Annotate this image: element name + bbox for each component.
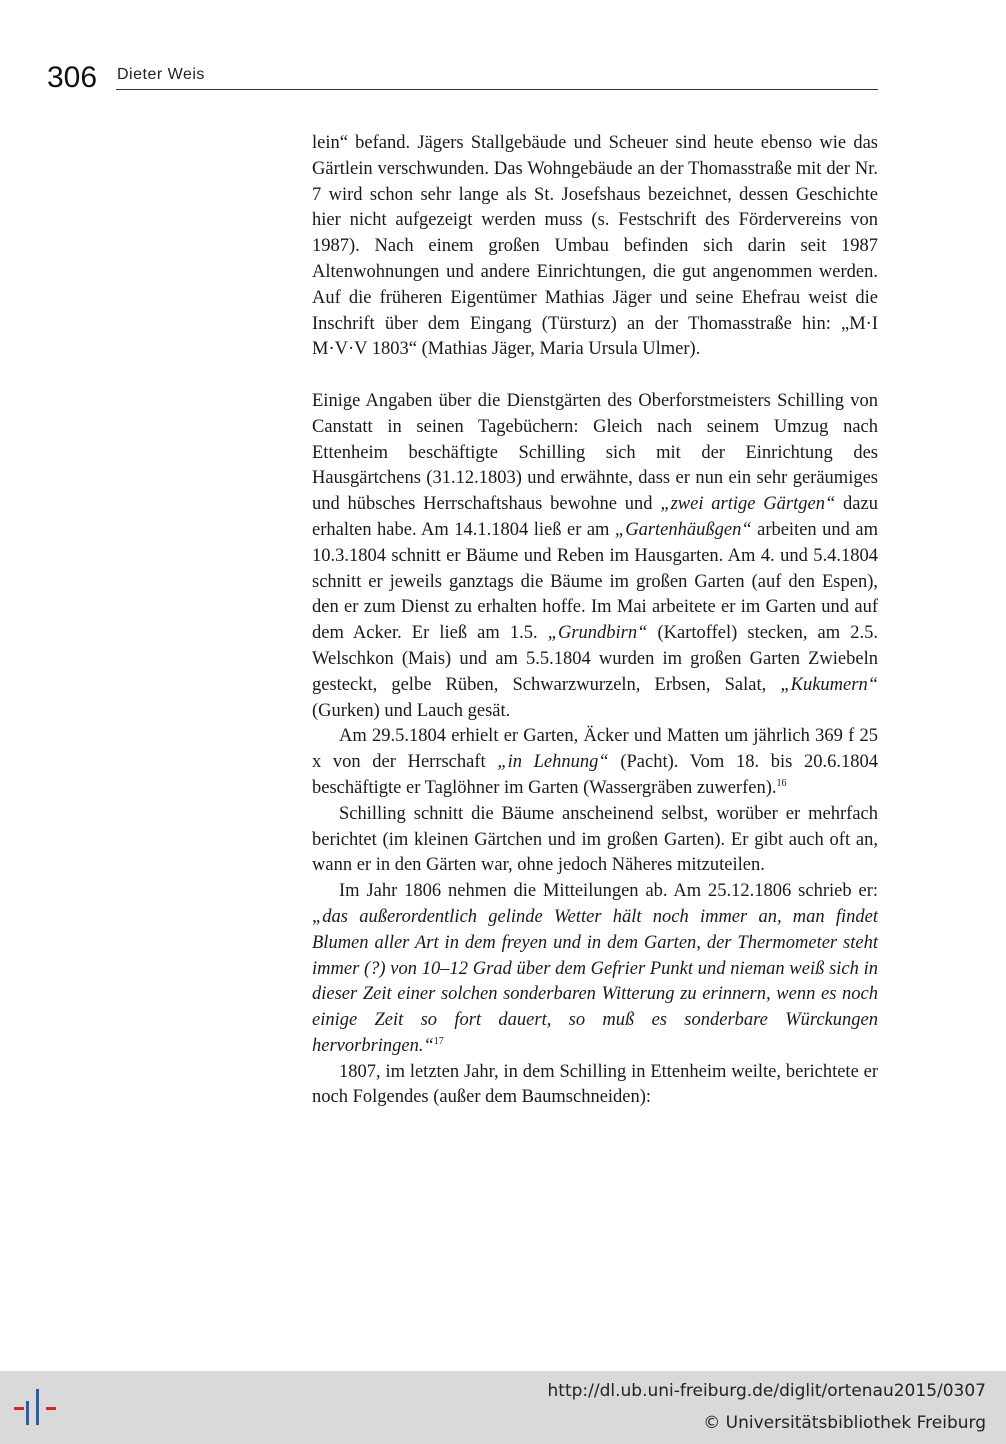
text-run: Am 29.5.1804 erhielt er Garten, Äcker und Matten um jährlich 369 f 25 x von der Herrschaft — [312, 726, 878, 773]
footer-bar — [0, 1371, 1006, 1444]
paragraph — [312, 389, 878, 724]
paragraph: Schilling schnitt die Bäume anscheinend selbst, worüber er mehrfach berichtet (im kleinen Gärtchen und im großen Garten). Er gibt auch oft an, wann er in den Gärten war, ohne jedoch Näheres mitzuteilen. — [312, 803, 878, 876]
header-rule — [116, 89, 878, 90]
paragraph: 1807, im letzten Jahr, in dem Schilling in Ettenheim weilte, berichtete er noch Folgendes (außer dem Baumschneiden): — [312, 1061, 878, 1108]
paragraph — [312, 879, 878, 1060]
running-head-author: Dieter Weis — [117, 66, 205, 83]
quote: „Gartenhäußgen“ — [614, 519, 752, 540]
text-run: dazu erhalten habe. Am 14.1.1804 ließ er am — [312, 494, 878, 540]
paragraph — [312, 724, 878, 801]
footer-copyright: © Universitätsbibliothek Freiburg — [703, 1413, 986, 1433]
body-text — [312, 131, 878, 1111]
page-number: 306 — [47, 61, 98, 94]
footer-url-link[interactable]: http://dl.ub.uni-freiburg.de/diglit/ortenau2015/0307 — [547, 1381, 986, 1401]
text-run: (Gurken) und Lauch gesät. — [312, 700, 511, 721]
quote: „Kukumern“ — [780, 674, 878, 695]
quote: „das außerordentlich gelinde Wetter hält noch immer an, man findet Blumen aller Art in dem freyen und in dem Garten, der Thermometer steht immer (?) von 10–12 Grad über dem Gefrier Punkt und nieman weiß sich in dieser Zeit einer solchen sonderbaren Witterung zu erinnern, wenn es noch einige Zeit so fort dauert, so muß es sonderbare Würckungen hervorbringen.“ — [312, 906, 878, 1056]
quote: „Grundbirn“ — [547, 623, 648, 644]
footnote-ref: 17 — [433, 1035, 444, 1047]
text-run: Einige Angaben über die Dienstgärten des Oberforstmeisters Schilling von Canstatt in seinen Tagebüchern: Gleich nach seinem Umzug nach Ettenheim beschäftigte Schilling sich mit der Einrichtung des Hausgärtchens (31.12.1803) und erwähnte, dass er nun ein sehr geräumiges und hübsches Herrschaftshaus bewohne und — [312, 390, 878, 515]
quote: „zwei artige Gärtgen“ — [660, 494, 836, 515]
text-run: Im Jahr 1806 nehmen die Mitteilungen ab. Am 25.12.1806 schrieb er: — [339, 881, 878, 902]
text-run: (Kartoffel) stecken, am 2.5. Welschkon (Mais) und am 5.5.1804 wurden im großen Garten Zwiebeln gesteckt, gelbe Rüben, Schwarzwurzeln, Erbsen, Salat, — [312, 623, 878, 695]
text-run: arbeiten und am 10.3.1804 schnitt er Bäume und Reben im Hausgarten. Am 4. und 5.4.1804 schnitt er jeweils ganztags die Bäume im großen Garten (auf den Espen), den er zum Dienst zu erhalten hoffe. Im Mai arbeitete er im Garten und auf dem Acker. Er ließ am 1.5. — [312, 519, 878, 644]
quote: „in Lehnung“ — [497, 752, 609, 773]
paragraph: lein“ befand. Jägers Stallgebäude und Scheuer sind heute ebenso wie das Gärtlein verschwunden. Das Wohngebäude an der Thomasstraße mit der Nr. 7 wird schon sehr lange als St. Josefshaus bezeichnet, dessen Geschichte hier nicht aufgezeigt werden muss (s. Festschrift des Fördervereins von 1987). Nach einem großen Umbau befinden sich darin seit 1987 Altenwohnungen und andere Einrichtungen, die gut angenommen werden. Auf die früheren Eigentümer Mathias Jäger und seine Ehefrau weist die Inschrift über dem Eingang (Türsturz) an der Thomasstraße hin: „M·I M·V·V 1803“ (Mathias Jäger, Maria Ursula Ulmer). — [312, 133, 878, 360]
text-run: (Pacht). Vom 18. bis 20.6.1804 beschäftigte er Taglöhner im Garten (Wassergräben zuwerfen). — [312, 752, 879, 798]
ub-freiburg-logo-icon — [10, 1385, 66, 1429]
footnote-ref: 16 — [776, 777, 787, 789]
